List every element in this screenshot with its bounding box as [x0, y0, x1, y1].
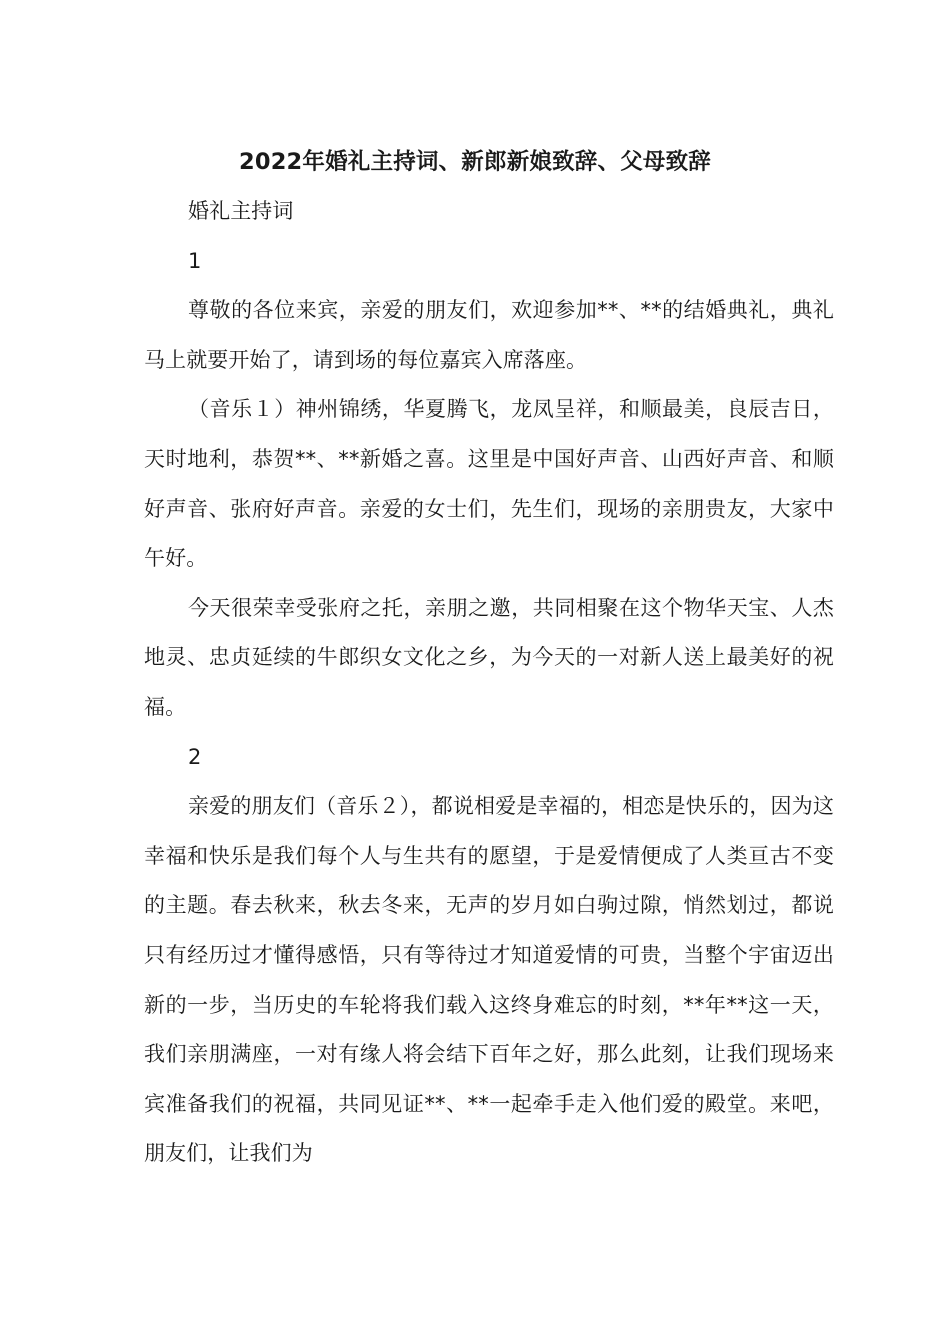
- document-title: 2022年婚礼主持词、新郎新娘致辞、父母致辞: [238, 149, 712, 175]
- paragraph: 亲爱的朋友们（音乐２），都说相爱是幸福的，相恋是快乐的，因为这幸福和快乐是我们每个人与生共有的愿望，于是爱情便成了人类亘古不变的主题。春去秋来，秋去冬来，无声的岁月如白驹过隙，悄然划过，都说只有经历过才懂得感悟，只有等待过才知道爱情的可贵，当整个宇宙迈出新的一步，当历史的车轮将我们载入这终身难忘的时刻，**年**这一天，我们亲朋满座，一对有缘人将会结下百年之好，那么此刻，让我们现场来宾准备我们的祝福，共同见证**、**一起牵手走入他们爱的殿堂。来吧，朋友们，让我们为: [144, 794, 834, 1166]
- paragraph: （音乐１）神州锦绣，华夏腾飞，龙凤呈祥，和顺最美，良辰吉日，天时地利，恭贺**、**新婚之喜。这里是中国好声音、山西好声音、和顺好声音、张府好声音。亲爱的女士们，先生们，现场的亲朋贵友，大家中午好。: [144, 397, 834, 571]
- paragraph: 尊敬的各位来宾，亲爱的朋友们，欢迎参加**、**的结婚典礼，典礼马上就要开始了，请到场的每位嘉宾入席落座。: [144, 298, 834, 372]
- section-number: 1: [188, 248, 202, 273]
- document-body: [144, 187, 834, 1179]
- paragraph: 今天很荣幸受张府之托，亲朋之邀，共同相聚在这个物华天宝、人杰地灵、忠贞延续的牛郎织女文化之乡，为今天的一对新人送上最美好的祝福。: [144, 595, 834, 719]
- section-number: 2: [188, 744, 202, 769]
- section-heading: 婚礼主持词: [188, 199, 294, 223]
